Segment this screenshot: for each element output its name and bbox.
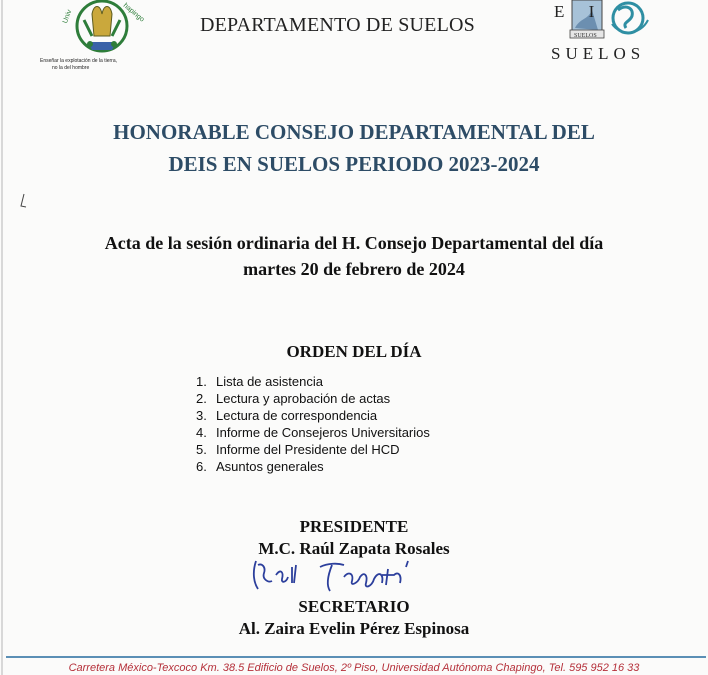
list-item: 5. Informe del Presidente del HCD	[196, 442, 400, 457]
pen-mark	[18, 193, 28, 209]
footer-divider	[6, 656, 706, 658]
list-item: 1. Lista de asistencia	[196, 374, 323, 389]
logo-right-letters: E I	[554, 2, 605, 21]
title-line-1: HONORABLE CONSEJO DEPARTAMENTAL DEL	[113, 120, 595, 144]
logo-motto-1: Enseñar la explotación de la tierra,	[40, 58, 117, 64]
agenda-list	[196, 373, 430, 475]
footer-address: Carretera México-Texcoco Km. 38.5 Edificio de Suelos, 2º Piso, Universidad Autónoma Chapingo, Tel. 595 952 16 33	[68, 662, 640, 674]
page-edge	[1, 0, 3, 675]
president-role: PRESIDENTE	[299, 517, 409, 536]
svg-text:Univ: Univ	[61, 8, 74, 25]
department-name: DEPARTAMENTO DE SUELOS	[200, 14, 475, 36]
list-item: 6. Asuntos generales	[196, 459, 324, 474]
logo-motto-2: no la del hombre	[52, 65, 90, 71]
logo-badge-text: SUELOS	[574, 33, 597, 39]
list-item: 2. Lectura y aprobación de actas	[196, 391, 391, 406]
list-item: 3. Lectura de correspondencia	[196, 408, 378, 423]
svg-text:hapingo: hapingo	[121, 2, 146, 24]
handwritten-signature	[248, 553, 438, 603]
document-title	[0, 116, 708, 180]
agenda-heading: ORDEN DEL DÍA	[286, 342, 422, 361]
title-line-2: DEIS EN SUELOS PERIODO 2023-2024	[168, 152, 540, 176]
president-name: M.C. Raúl Zapata Rosales	[258, 539, 450, 558]
secretary-name: Al. Zaira Evelin Pérez Espinosa	[238, 619, 470, 638]
logo-right-word: SUELOS	[551, 44, 646, 63]
acta-heading	[0, 230, 708, 282]
university-crest-icon	[40, 0, 170, 76]
list-item: 4. Informe de Consejeros Universitarios	[196, 425, 430, 440]
acta-line-2: martes 20 de febrero de 2024	[243, 259, 465, 279]
acta-line-1: Acta de la sesión ordinaria del H. Consejo Departamental del día	[104, 233, 604, 253]
secretary-role: SECRETARIO	[298, 597, 410, 616]
